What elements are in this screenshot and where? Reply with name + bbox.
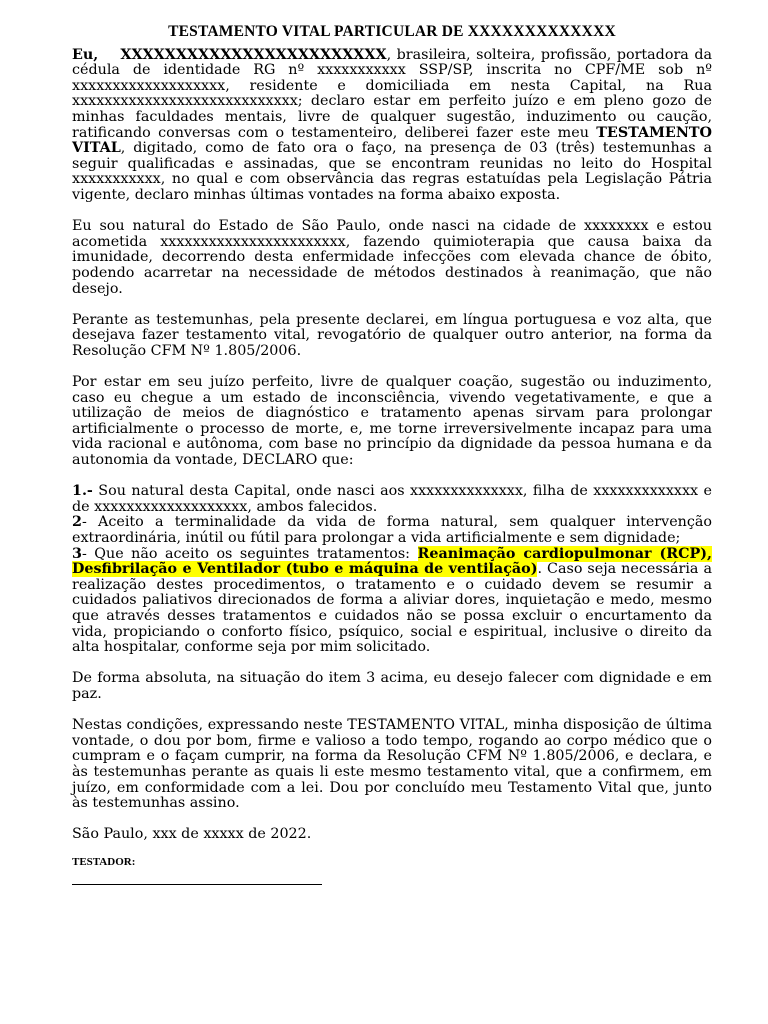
testator-name: XXXXXXXXXXXXXXXXXXXXXXXX [120, 46, 387, 63]
paragraph-dignity: De forma absoluta, na situação do item 3 acima, eu desejo falecer com dignidade e em paz. [72, 670, 712, 702]
paragraph-origin: Eu sou natural do Estado de São Paulo, onde nasci na cidade de xxxxxxxx e estou acometida xxxxxxxxxxxxxxxxxxxxxxx, fazendo quimioterapia que causa baixa da imunidade, decorrendo desta enfermidade infecções com elevada chance de óbito, podendo acarretar na necessidade de métodos destinados à reanimação, que não desejo. [72, 218, 712, 297]
item-3-text-a: - Que não aceito os seguintes tratamentos: [81, 545, 418, 562]
item-2-number: 2 [72, 514, 82, 531]
paragraph-declaration: Por estar em seu juízo perfeito, livre de qualquer coação, sugestão ou induzimento, caso eu chegue a um estado de inconsciência, vivendo vegetativamente, e que a utilização de meios de diagnóstico e tratamento apenas sirvam para prolongar artificialmente o processo de morte, e, me torne irreversivelmente incapaz para uma vida racional e autônoma, com base no princípio da dignidade da pessoa humana e da autonomia da vontade, DECLARO que: [72, 374, 712, 469]
place-date: São Paulo, xxx de xxxxx de 2022. [72, 826, 312, 843]
item-3 [72, 547, 712, 656]
item-3-number: 3 [72, 545, 82, 562]
paragraph-identification [72, 48, 712, 204]
item-2-text: - Aceito a terminalidade da vida de forma natural, sem qualquer intervenção extraordinária, inútil ou fútil para prolongar a vida artificialmente e sem dignidade; [72, 514, 712, 546]
item-1-number: 1.- [72, 483, 93, 500]
document-title: TESTAMENTO VITAL PARTICULAR DE XXXXXXXXXXXXX [168, 23, 616, 40]
refused-treatments-highlight: Reanimação cardiopulmonar (RCP), Desfibrilação e Ventilador (tubo e máquina de ventilação) [72, 545, 712, 578]
item-2 [72, 515, 712, 546]
identification-text-b: , digitado, como de fato ora o faço, na presença de 03 (três) testemunhas a seguir qualificadas e assinadas, que se encontram reunidas no leito do Hospital xxxxxxxxxxx, no qual e com observância das regras estatuídas pela Legislação Pátria vigente, declaro minhas últimas vontades na forma abaixo exposta. [72, 140, 712, 203]
item-1-text: Sou natural desta Capital, onde nasci aos xxxxxxxxxxxxxx, filha de xxxxxxxxxxxxx e de xxxxxxxxxxxxxxxxxxx, ambos falecidos. [72, 483, 712, 515]
intro-eu: Eu, [72, 46, 99, 63]
document-page [72, 24, 712, 885]
signature-label: TESTADOR: [72, 855, 136, 868]
testamento-vital-bold: TESTAMENTO VITAL [72, 124, 712, 157]
item-3-text-b: . Caso seja necessária a realização destes procedimentos, o tratamento e o cuidado devem se resumir a cuidados paliativos direcionados de forma a aliviar dores, inquietação e medo, mesmo que através desses tratamentos e cuidados não se possa excluir o encurtamento da vida, propiciando o conforto físico, psíquico, social e espiritual, inclusive o direito da alta hospitalar, conforme seja por mim solicitado. [72, 561, 712, 656]
item-1 [72, 484, 712, 515]
paragraph-conclusion: Nestas condições, expressando neste TESTAMENTO VITAL, minha disposição de última vontade, o dou por bom, firme e valioso a todo tempo, rogando ao corpo médico que o cumpram e o façam cumprir, na forma da Resolução CFM Nº 1.805/2006, e declara, e às testemunhas perante as quais li este mesmo testamento vital, que a confirmem, em juízo, em conformidade com a lei. Dou por concluído meu Testamento Vital que, junto às testemunhas assino. [72, 717, 712, 812]
identification-text-a: , brasileira, solteira, profissão, portadora da cédula de identidade RG nº xxxxxxxxxxx SSP/SP, inscrita no CPF/ME sob nº xxxxxxxxxxxxxxxxxxx, residente e domiciliada em nesta Capital, na Rua xxxxxxxxxxxxxxxxxxxxxxxxxxxx; declaro estar em perfeito juízo e em pleno gozo de minhas faculdades mentais, livre de qualquer sugestão, induzimento ou caução, ratificando conversas com o testamenteiro, deliberei fazer este meu [72, 46, 712, 141]
signature-line [72, 884, 322, 885]
paragraph-witnesses: Perante as testemunhas, pela presente declarei, em língua portuguesa e voz alta, que desejava fazer testamento vital, revogatório de qualquer outro anterior, na forma da Resolução CFM Nº 1.805/2006. [72, 311, 712, 359]
